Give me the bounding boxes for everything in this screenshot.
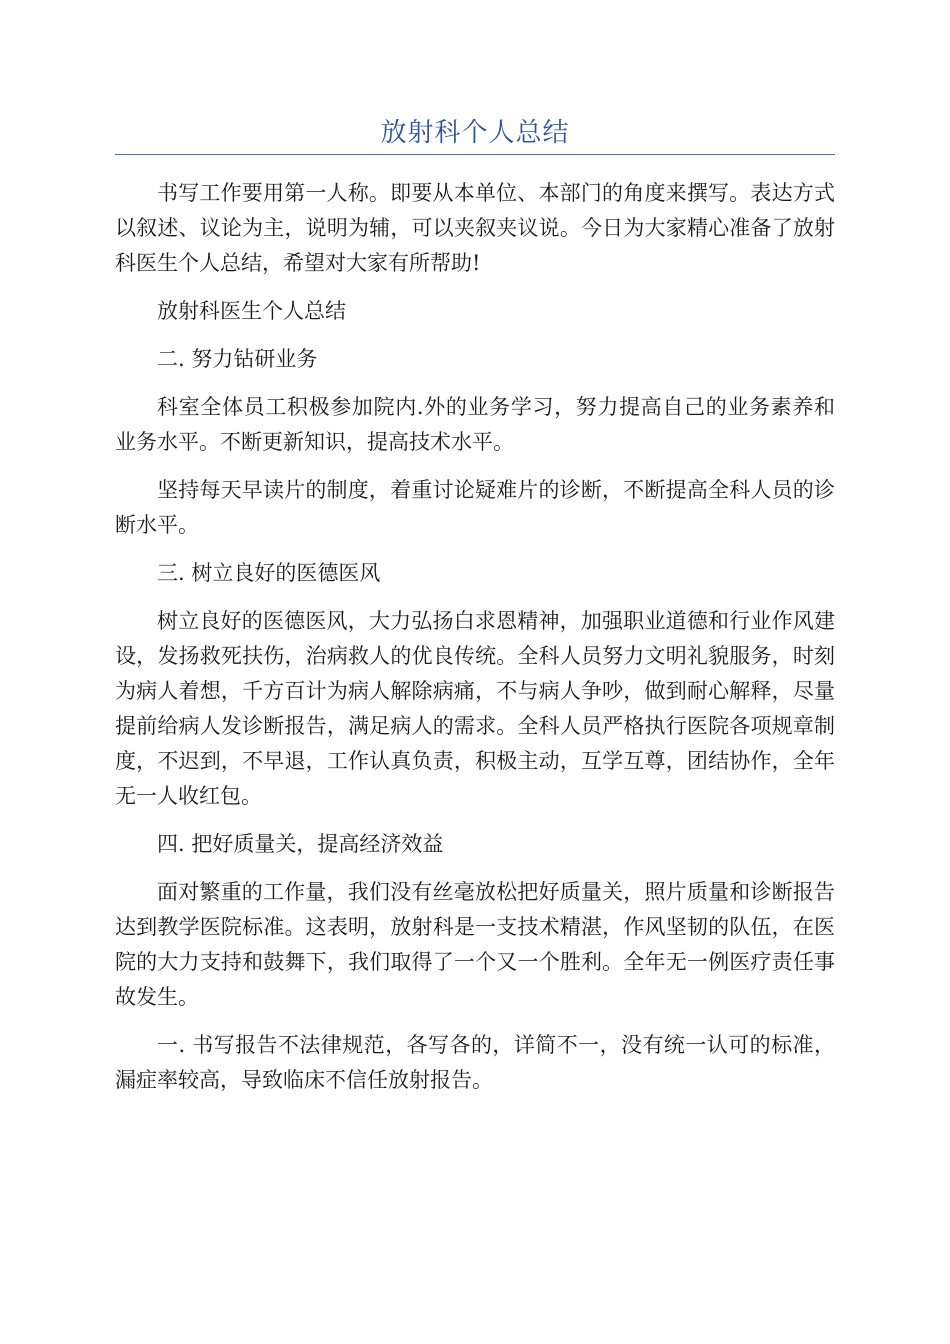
title-underline [115, 154, 835, 155]
section-heading-3: 三. 树立良好的医德医风 [157, 561, 381, 585]
body-paragraph: 树立良好的医德医风，大力弘扬白求恩精神，加强职业道德和行业作风建设，发扬救死扶伤，治病救人的优良传统。全科人员努力文明礼貌服务，时刻为病人着想，千方百计为病人解除病痛，不与病人争吵，做到耐心解释，尽量提前给病人发诊断报告，满足病人的需求。全科人员严格执行医院各项规章制度，不迟到，不早退，工作认真负责，积极主动，互学互尊，团结协作，全年无一人收红包。 [115, 609, 835, 808]
subtitle-paragraph: 放射科医生个人总结 [157, 299, 346, 323]
body-paragraph: 面对繁重的工作量，我们没有丝毫放松把好质量关，照片质量和诊断报告达到教学医院标准。这表明，放射科是一支技术精湛，作风坚韧的队伍，在医院的大力支持和鼓舞下，我们取得了一个又一个胜利。全年无一例医疗责任事故发生。 [115, 880, 835, 1009]
section-heading-1: 一. 书写报告不法律规范，各写各的，详简不一，没有统一认可的标准，漏症率较高，导致临床不信任放射报告。 [115, 1033, 835, 1092]
intro-paragraph: 书写工作要用第一人称。即要从本单位、本部门的角度来撰写。表达方式以叙述、议论为主，说明为辅，可以夹叙夹议说。今日为大家精心准备了放射科医生个人总结，希望对大家有所帮助! [115, 181, 835, 275]
body-paragraph: 科室全体员工积极参加院内.外的业务学习，努力提高自己的业务素养和业务水平。不断更新知识，提高技术水平。 [115, 395, 835, 454]
body-paragraph: 坚持每天早读片的制度，着重讨论疑难片的诊断，不断提高全科人员的诊断水平。 [115, 478, 835, 537]
document-title: 放射科个人总结 [380, 118, 570, 148]
section-heading-4: 四. 把好质量关，提高经济效益 [157, 832, 444, 856]
document-body [115, 176, 835, 1111]
section-heading-2: 二. 努力钻研业务 [157, 347, 318, 371]
